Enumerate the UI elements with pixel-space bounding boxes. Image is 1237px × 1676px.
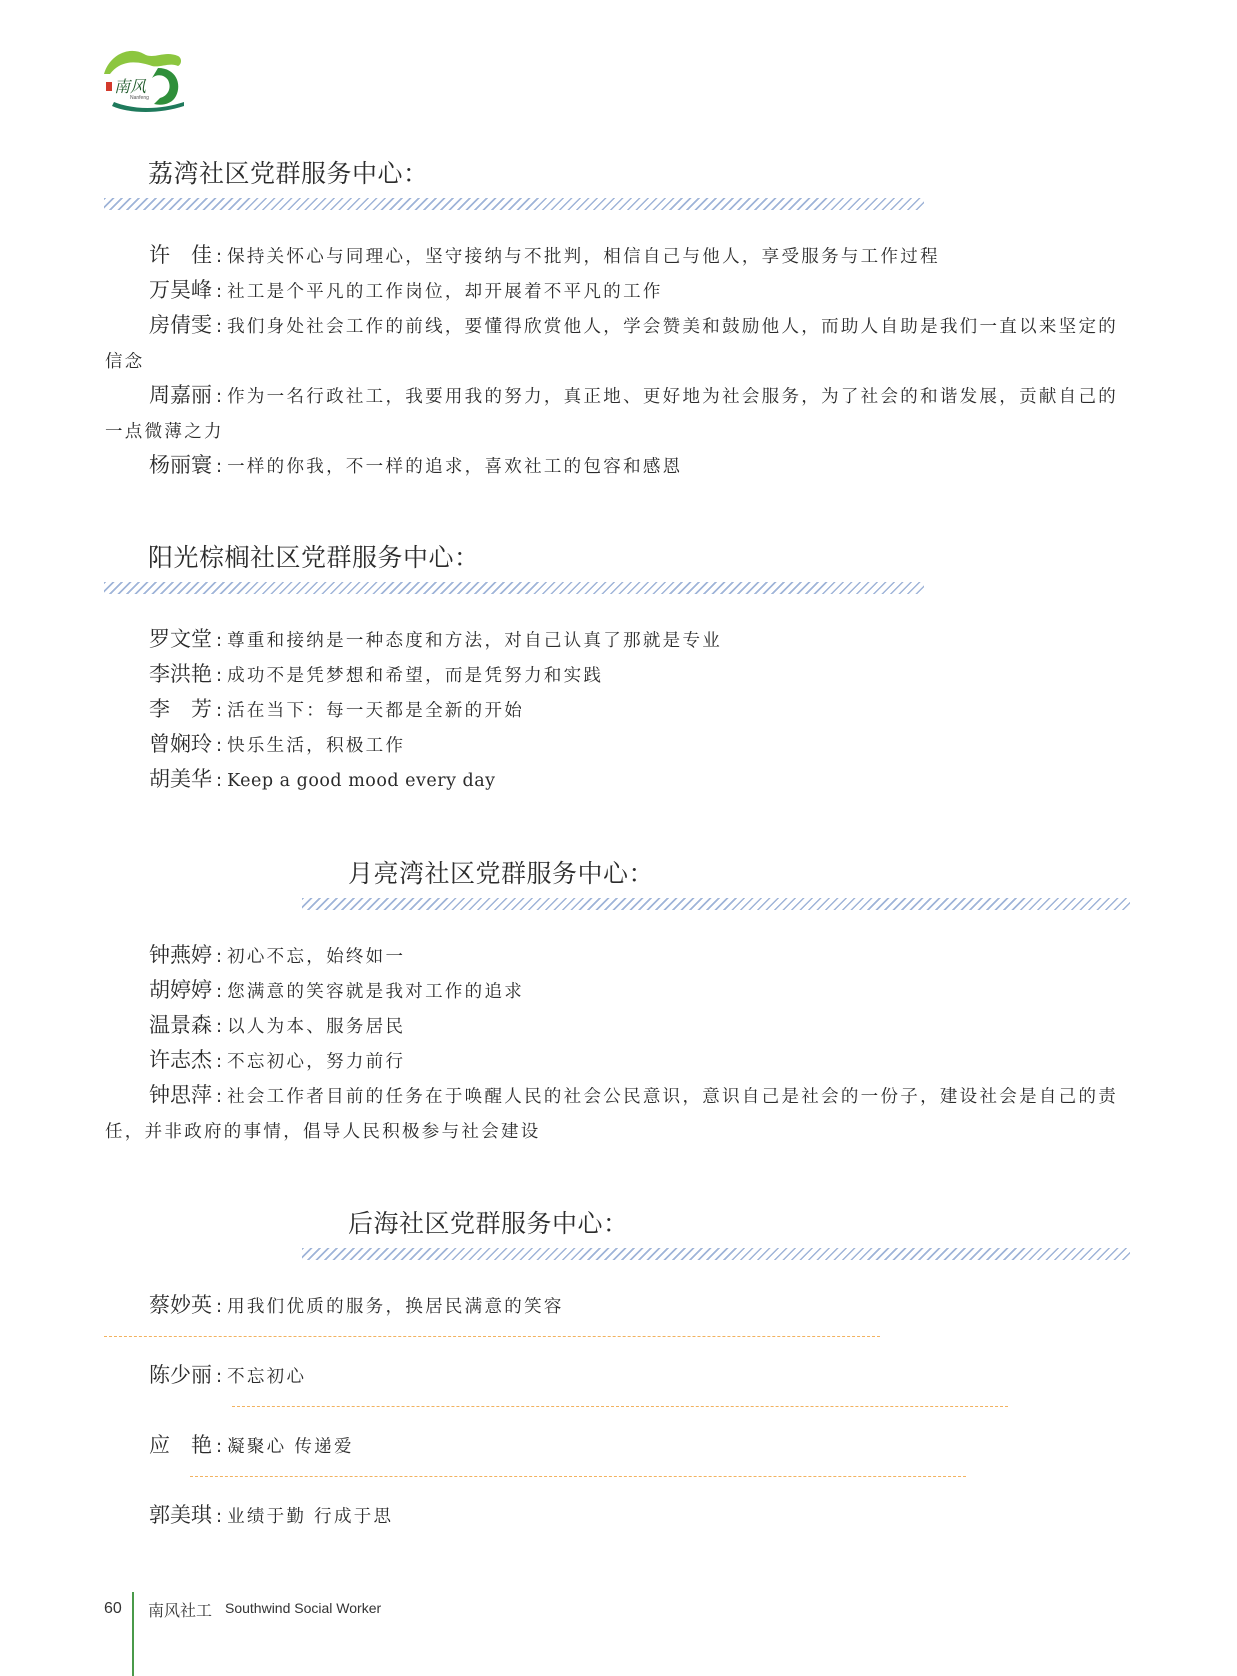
quote-text: 用我们优质的服务，换居民满意的笑容 [227, 1297, 564, 1317]
person-name: 曾娴玲 [149, 732, 212, 756]
section-divider [302, 898, 1130, 910]
quote-text: 社会工作者目前的任务在于唤醒人民的社会公民意识，意识自己是社会的一份子，建设社会是自己的责任，并非政府的事情，倡导人民积极参与社会建设 [105, 1087, 1119, 1142]
person-name: 应 艳 [149, 1433, 212, 1457]
list-item: 万昊峰 : 社工是个平凡的工作岗位，却开展着不平凡的工作 [105, 273, 1135, 310]
quote-text: 社工是个平凡的工作岗位，却开展着不平凡的工作 [227, 282, 663, 302]
list-item: 罗文堂 : 尊重和接纳是一种态度和方法，对自己认真了那就是专业 [105, 622, 1135, 659]
quote-text: 保持关怀心与同理心，坚守接纳与不批判，相信自己与他人，享受服务与工作过程 [227, 247, 940, 267]
person-name: 房倩雯 [149, 313, 212, 337]
dashed-divider [104, 1336, 880, 1337]
list-item: 房倩雯 : 我们身处社会工作的前线，要懂得欣赏他人，学会赞美和鼓励他人，而助人自助是我们一直以来坚定的信念 [105, 308, 1135, 380]
person-name: 蔡妙英 [149, 1293, 212, 1317]
section-title: 阳光棕榈社区党群服务中心： [148, 543, 480, 572]
quote-text: 凝聚心 传递爱 [227, 1437, 354, 1457]
person-name: 周嘉丽 [149, 383, 212, 407]
svg-text:南风: 南风 [114, 77, 147, 96]
section-title: 月亮湾社区党群服务中心： [348, 859, 655, 888]
quote-text: Keep a good mood every day [227, 771, 496, 791]
section-divider [104, 582, 924, 594]
footer-divider [132, 1592, 134, 1676]
quote-text: 一样的你我，不一样的追求，喜欢社工的包容和感恩 [227, 457, 683, 477]
list-item: 胡婷婷 : 您满意的笑容就是我对工作的追求 [105, 973, 1135, 1010]
section-divider [104, 198, 924, 210]
person-name: 万昊峰 [149, 278, 212, 302]
quote-text: 业绩于勤 行成于思 [227, 1507, 394, 1527]
list-item: 蔡妙英 : 用我们优质的服务，换居民满意的笑容 [105, 1288, 1135, 1325]
person-name: 温景森 [149, 1013, 212, 1037]
dashed-divider [232, 1406, 1008, 1407]
list-item: 应 艳 : 凝聚心 传递爱 [105, 1428, 1135, 1465]
page-number: 60 [104, 1600, 122, 1617]
list-item: 李 芳 : 活在当下：每一天都是全新的开始 [105, 692, 1135, 729]
section-title: 荔湾社区党群服务中心： [148, 159, 429, 188]
person-name: 许 佳 [149, 243, 212, 267]
list-item: 胡美华 : Keep a good mood every day [105, 762, 1135, 799]
person-name: 李 芳 [149, 697, 212, 721]
person-name: 杨丽寰 [149, 453, 212, 477]
magazine-name-en: Southwind Social Worker [225, 1600, 382, 1616]
list-item: 钟思萍 : 社会工作者目前的任务在于唤醒人民的社会公民意识，意识自己是社会的一份子，建设社会是自己的责任，并非政府的事情，倡导人民积极参与社会建设 [105, 1078, 1135, 1150]
person-name: 陈少丽 [149, 1363, 212, 1387]
quote-text: 成功不是凭梦想和希望，而是凭努力和实践 [227, 666, 604, 686]
nanfeng-logo [100, 44, 186, 116]
list-item: 陈少丽 : 不忘初心 [105, 1358, 1135, 1395]
list-item: 李洪艳 : 成功不是凭梦想和希望，而是凭努力和实践 [105, 657, 1135, 694]
quote-text: 您满意的笑容就是我对工作的追求 [227, 982, 525, 1002]
person-name: 胡婷婷 [149, 978, 212, 1002]
quote-text: 作为一名行政社工，我要用我的努力，真正地、更好地为社会服务，为了社会的和谐发展，贡献自己的一点微薄之力 [105, 387, 1119, 442]
list-item: 杨丽寰 : 一样的你我，不一样的追求，喜欢社工的包容和感恩 [105, 448, 1135, 485]
list-item: 温景森 : 以人为本、服务居民 [105, 1008, 1135, 1045]
section-title: 后海社区党群服务中心： [348, 1209, 629, 1238]
magazine-name: 南风社工 [148, 1601, 213, 1620]
person-name: 钟思萍 [149, 1083, 212, 1107]
dashed-divider [190, 1476, 966, 1477]
list-item: 曾娴玲 : 快乐生活，积极工作 [105, 727, 1135, 764]
svg-text:Nanfeng: Nanfeng [130, 95, 149, 101]
quote-text: 快乐生活，积极工作 [227, 736, 406, 756]
person-name: 钟燕婷 [149, 943, 212, 967]
person-name: 胡美华 [149, 767, 212, 791]
quote-text: 不忘初心 [227, 1367, 307, 1387]
person-name: 罗文堂 [149, 627, 212, 651]
quote-text: 我们身处社会工作的前线，要懂得欣赏他人，学会赞美和鼓励他人，而助人自助是我们一直以来坚定的信念 [105, 317, 1119, 372]
list-item: 许志杰 : 不忘初心，努力前行 [105, 1043, 1135, 1080]
person-name: 许志杰 [149, 1048, 212, 1072]
quote-text: 以人为本、服务居民 [227, 1017, 406, 1037]
section-divider [302, 1248, 1130, 1260]
quote-text: 活在当下：每一天都是全新的开始 [227, 701, 525, 721]
quote-text: 不忘初心，努力前行 [227, 1052, 406, 1072]
quote-text: 尊重和接纳是一种态度和方法，对自己认真了那就是专业 [227, 631, 723, 651]
quote-text: 初心不忘，始终如一 [227, 947, 406, 967]
list-item: 周嘉丽 : 作为一名行政社工，我要用我的努力，真正地、更好地为社会服务，为了社会的和谐发展，贡献自己的一点微薄之力 [105, 378, 1135, 450]
list-item: 许 佳 : 保持关怀心与同理心，坚守接纳与不批判，相信自己与他人，享受服务与工作过程 [105, 238, 1135, 275]
list-item: 郭美琪 : 业绩于勤 行成于思 [105, 1498, 1135, 1535]
person-name: 李洪艳 [149, 662, 212, 686]
person-name: 郭美琪 [149, 1503, 212, 1527]
list-item: 钟燕婷 : 初心不忘，始终如一 [105, 938, 1135, 975]
